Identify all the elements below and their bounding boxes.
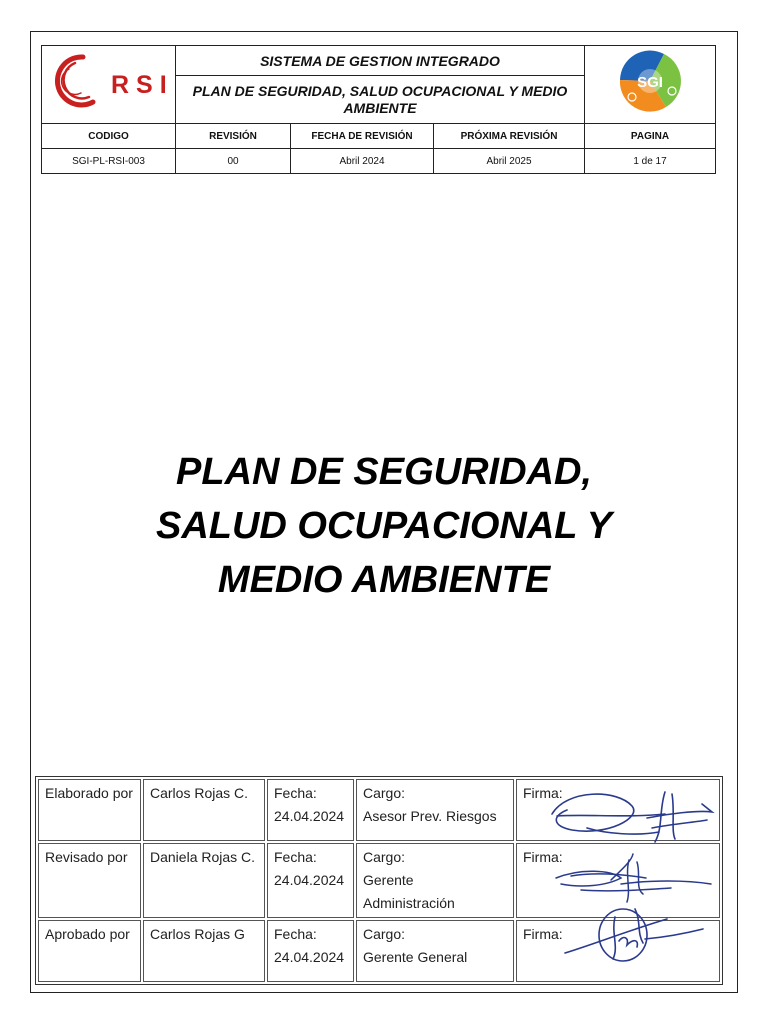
approval-row-revisado	[38, 843, 720, 918]
approval-position: Gerente General	[363, 949, 468, 965]
system-title: SISTEMA DE GESTION INTEGRADO	[176, 46, 585, 76]
approval-position-cell	[356, 779, 514, 841]
cargo-label: Cargo:	[363, 849, 406, 865]
approval-signature-cell	[516, 779, 720, 841]
approval-name: Carlos Rojas G	[143, 920, 265, 982]
approval-name: Carlos Rojas C.	[143, 779, 265, 841]
fecha-label: Fecha:	[274, 849, 317, 865]
approval-date-cell	[267, 920, 354, 982]
value-revision: 00	[176, 149, 291, 174]
main-title-line-1: PLAN DE SEGURIDAD,	[176, 451, 592, 493]
main-title-line-2: SALUD OCUPACIONAL Y	[155, 505, 613, 547]
approval-position-cell	[356, 920, 514, 982]
sgi-logo-text: SGI	[637, 74, 663, 91]
value-proxima-revision: Abril 2025	[434, 149, 585, 174]
approval-role: Elaborado por	[38, 779, 141, 841]
value-fecha-revision: Abril 2024	[291, 149, 434, 174]
rsi-logo	[49, 47, 169, 117]
sgi-logo	[614, 47, 686, 117]
approval-role: Aprobado por	[38, 920, 141, 982]
approval-signature-cell	[516, 920, 720, 982]
approval-date: 24.04.2024	[274, 808, 345, 824]
approval-date-cell	[267, 843, 354, 918]
firma-label: Firma:	[523, 926, 563, 942]
value-pagina: 1 de 17	[585, 149, 716, 174]
approval-date: 24.04.2024	[274, 949, 345, 965]
firma-label: Firma:	[523, 785, 563, 801]
sgi-logo-cell	[585, 46, 716, 124]
approval-position: Gerente Administración	[363, 872, 455, 911]
approval-row-aprobado	[38, 920, 720, 982]
label-pagina: PAGINA	[585, 124, 716, 149]
cargo-label: Cargo:	[363, 785, 406, 801]
approval-row-elaborado	[38, 779, 720, 841]
rsi-logo-text: RSI	[110, 71, 169, 99]
value-codigo: SGI-PL-RSI-003	[42, 149, 176, 174]
approval-role: Revisado por	[38, 843, 141, 918]
label-fecha-revision: FECHA DE REVISIÓN	[291, 124, 434, 149]
approval-date: 24.04.2024	[274, 872, 345, 888]
approval-position-cell	[356, 843, 514, 918]
approval-position: Asesor Prev. Riesgos	[363, 808, 497, 824]
document-title: PLAN DE SEGURIDAD, SALUD OCUPACIONAL Y MEDIO AMBIENTE	[176, 76, 585, 124]
cargo-label: Cargo:	[363, 926, 406, 942]
document-header-table	[41, 45, 716, 174]
approval-signature-cell	[516, 843, 720, 918]
fecha-label: Fecha:	[274, 785, 317, 801]
company-logo-cell	[42, 46, 176, 124]
main-title-line-3: MEDIO AMBIENTE	[217, 559, 551, 601]
approval-date-cell	[267, 779, 354, 841]
main-title	[40, 445, 728, 607]
firma-label: Firma:	[523, 849, 563, 865]
label-revision: REVISIÓN	[176, 124, 291, 149]
label-proxima-revision: PRÓXIMA REVISIÓN	[434, 124, 585, 149]
approval-name: Daniela Rojas C.	[143, 843, 265, 918]
fecha-label: Fecha:	[274, 926, 317, 942]
label-codigo: CODIGO	[42, 124, 176, 149]
approvals-table	[35, 776, 723, 985]
